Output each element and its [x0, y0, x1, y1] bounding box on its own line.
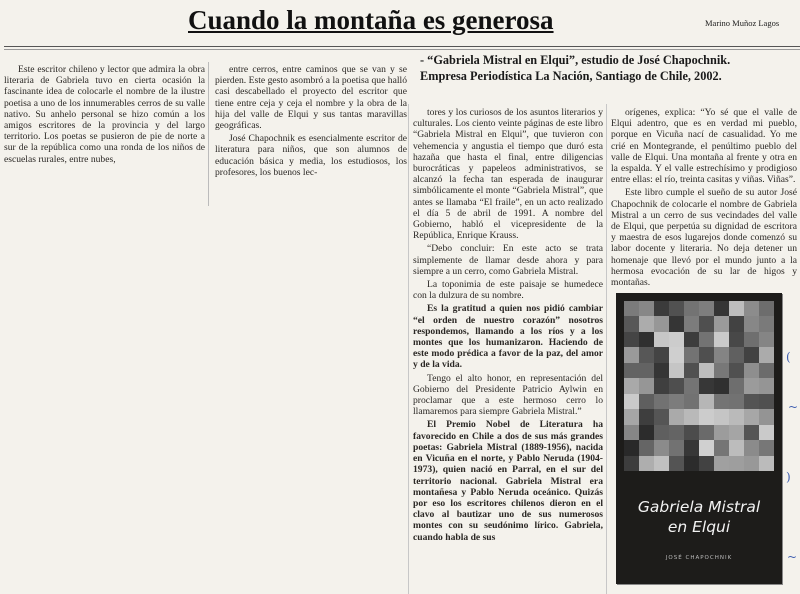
mosaic-tile: [699, 332, 714, 347]
mosaic-tile: [744, 425, 759, 440]
mosaic-tile: [699, 378, 714, 393]
mosaic-tile: [654, 363, 669, 378]
mosaic-tile: [639, 347, 654, 362]
mosaic-tile: [729, 363, 744, 378]
mosaic-tile: [714, 347, 729, 362]
mosaic-tile: [624, 347, 639, 362]
mosaic-tile: [669, 301, 684, 316]
book-cover-author: JOSÉ CHAPOCHNIK: [665, 555, 733, 561]
mosaic-tile: [699, 394, 714, 409]
paragraph: José Chapochnik es esencialmente escritor de literatura para niños, que son alumnos de educación básica y media, los estudiosos, los profesores, los buenos lec-: [215, 133, 407, 178]
mosaic-tile: [684, 394, 699, 409]
mosaic-tile: [714, 394, 729, 409]
mosaic-tile: [729, 301, 744, 316]
mosaic-tile: [684, 363, 699, 378]
mosaic-tile: [699, 363, 714, 378]
mosaic-tile: [669, 409, 684, 424]
mosaic-tile: [624, 456, 639, 471]
mosaic-tile: [654, 440, 669, 455]
cover-mosaic-pattern: [624, 301, 774, 471]
quote-paragraph: Es la gratitud a quien nos pidió cambiar “el orden de nuestro corazón” nosotros respondemos, llamando a los ríos y a los montes que los humanizaron. Haciendo de este modo prédica a favor de la paz, del amor y de la vida.: [413, 303, 603, 371]
mosaic-tile: [744, 347, 759, 362]
mosaic-tile: [654, 409, 669, 424]
mosaic-tile: [684, 440, 699, 455]
mosaic-tile: [759, 456, 774, 471]
mosaic-tile: [714, 456, 729, 471]
mosaic-tile: [684, 456, 699, 471]
mosaic-tile: [684, 332, 699, 347]
mosaic-tile: [759, 440, 774, 455]
article-column-4: [611, 107, 797, 292]
pen-mark: ): [786, 470, 791, 484]
mosaic-tile: [639, 301, 654, 316]
mosaic-tile: [639, 456, 654, 471]
mosaic-tile: [759, 316, 774, 331]
mosaic-tile: [624, 425, 639, 440]
mosaic-tile: [639, 332, 654, 347]
mosaic-tile: [639, 363, 654, 378]
mosaic-tile: [759, 301, 774, 316]
paragraph: tores y los curiosos de los asuntos literarios y culturales. Los ciento veinte páginas de este libro “Gabriela Mistral en Elqui”, que tuvieron con vehemencia y angustia el tiempo que duró esta hazaña que hasta el final, entre diligencias burocráticas y papeleos administrativos, se alcanzó la fecha tan esperada de inaugurar simbólicamente el monte “Gabriela Mistral”, que antes se llamaba “El fraile”, en un acto realizado el día 5 de abril de 1991. A nombre del Gobierno, habló el vicepresidente de la República, Enrique Krauss.: [413, 107, 603, 242]
article-column-3: [413, 107, 603, 594]
mosaic-tile: [744, 456, 759, 471]
mosaic-tile: [744, 332, 759, 347]
mosaic-tile: [684, 425, 699, 440]
headline: Cuando la montaña es generosa: [188, 5, 554, 35]
mosaic-tile: [714, 332, 729, 347]
mosaic-tile: [744, 363, 759, 378]
paragraph: Este escritor chileno y lector que admira la obra literaria de Gabriela tuvo en cierta ocasión la fascinante idea de colocarle el nombre de la ilustre poetisa a uno de los innumerables cerros de su valle nativo. Su anhelo personal se hizo común a los amigos escritores de la provincia y del largo territorio. Los poetas se pusieron de pie de norte a sur de la república como una ronda de los niños de escuelas rurales, entre nubes,: [4, 64, 205, 165]
mosaic-tile: [714, 440, 729, 455]
mosaic-tile: [729, 347, 744, 362]
paragraph: El Premio Nobel de Literatura ha favorecido en Chile a dos de sus más grandes poetas: Gabriela Mistral (1889-1956), nacida en Vicuña en el norte, y Pablo Neruda (1904-1973), quien nació en Parral, en el sur del territorio nacional. Gabriela Mistral era montañesa y Pablo Neruda oceánico. Quizás por eso los escritores chilenos dieron en el clavo al bautizar uno de sus numerosos montes con su seudónimo lírico. Gabriela, cuando habla de sus: [413, 419, 603, 543]
mosaic-tile: [759, 332, 774, 347]
mosaic-tile: [729, 409, 744, 424]
mosaic-tile: [654, 316, 669, 331]
mosaic-tile: [729, 316, 744, 331]
mosaic-tile: [669, 394, 684, 409]
paragraph: orígenes, explica: “Yo sé que el valle de Elqui adentro, que es en verdad mi pueblo, porque en Vicuña nací de casualidad. Yo me crié en Montegrande, el penúltimo pueblo del valle de Elqui. Una montaña al frente y otra en la espalda. Y el valle estrechísimo y prodigioso entre ellas: el río, treinta casitas y viñas. Viñas”.: [611, 107, 797, 186]
mosaic-tile: [624, 316, 639, 331]
handwritten-margin-marks: [784, 350, 800, 590]
mosaic-tile: [639, 394, 654, 409]
mosaic-tile: [744, 409, 759, 424]
mosaic-tile: [669, 425, 684, 440]
mosaic-tile: [744, 394, 759, 409]
mosaic-tile: [669, 440, 684, 455]
mosaic-tile: [639, 425, 654, 440]
mosaic-tile: [684, 347, 699, 362]
mosaic-tile: [714, 425, 729, 440]
mosaic-tile: [729, 394, 744, 409]
mosaic-tile: [684, 378, 699, 393]
book-reference-line: Empresa Periodística La Nación, Santiago de Chile, 2002.: [420, 69, 722, 83]
mosaic-tile: [669, 456, 684, 471]
mosaic-tile: [699, 440, 714, 455]
mosaic-tile: [624, 409, 639, 424]
mosaic-tile: [654, 378, 669, 393]
mosaic-tile: [744, 378, 759, 393]
mosaic-tile: [714, 301, 729, 316]
mosaic-tile: [624, 378, 639, 393]
column-divider: [408, 104, 409, 594]
mosaic-tile: [714, 409, 729, 424]
mosaic-tile: [729, 425, 744, 440]
book-reference: [420, 52, 800, 84]
byline: Marino Muñoz Lagos: [705, 18, 780, 28]
mosaic-tile: [729, 332, 744, 347]
mosaic-tile: [684, 301, 699, 316]
mosaic-tile: [759, 425, 774, 440]
mosaic-tile: [639, 378, 654, 393]
mosaic-tile: [654, 301, 669, 316]
mosaic-tile: [714, 378, 729, 393]
mosaic-tile: [624, 363, 639, 378]
mosaic-tile: [729, 456, 744, 471]
mosaic-tile: [639, 409, 654, 424]
header-rule-secondary: [4, 49, 800, 50]
paragraph: Este libro cumple el sueño de su autor José Chapochnik de colocarle el nombre de Gabriela Mistral a un cerro de sus vecindades del valle de Elqui, que perpetúa su dignidad de escritora y maestra de esos lugarejos donde comenzó su labor docente y literaria. No deja detener un homenaje que llevó por el mundo junto a la hermosa evocación de su lar de higos y montañas.: [611, 187, 797, 289]
column-divider: [208, 62, 209, 206]
mosaic-tile: [759, 378, 774, 393]
book-reference-line: - “Gabriela Mistral en Elqui”, estudio de José Chapochnik.: [420, 53, 731, 67]
mosaic-tile: [624, 440, 639, 455]
mosaic-tile: [654, 394, 669, 409]
book-cover-image: [616, 293, 782, 584]
paragraph: entre cerros, entre caminos que se van y se pierden. Este gesto asombró a la poetisa que halló casi descabellado el proyecto del escritor que tiene entre ceja y ceja el nombre y la obra de la hija del valle de Elqui y sus tantas maravillas geográficas.: [215, 64, 407, 132]
mosaic-tile: [699, 316, 714, 331]
mosaic-tile: [624, 394, 639, 409]
book-cover-title-line: en Elqui: [667, 518, 731, 536]
mosaic-tile: [669, 332, 684, 347]
pen-mark: ~: [787, 550, 798, 564]
mosaic-tile: [744, 440, 759, 455]
header-rule: [4, 46, 800, 47]
mosaic-tile: [699, 456, 714, 471]
quote-paragraph: La toponimia de este paisaje se humedece con la dulzura de su nombre.: [413, 279, 603, 302]
article-column-1: [4, 64, 205, 204]
mosaic-tile: [669, 347, 684, 362]
mosaic-tile: [669, 363, 684, 378]
mosaic-tile: [714, 316, 729, 331]
article-column-2: [215, 64, 407, 204]
quote-paragraph: “Debo concluir: En este acto se trata simplemente de llamar desde ahora y para siempre a un cerro, como Gabriela Mistral.: [413, 243, 603, 277]
mosaic-tile: [699, 425, 714, 440]
mosaic-tile: [759, 347, 774, 362]
mosaic-tile: [714, 363, 729, 378]
mosaic-tile: [729, 440, 744, 455]
mosaic-tile: [639, 440, 654, 455]
mosaic-tile: [624, 301, 639, 316]
mosaic-tile: [654, 332, 669, 347]
mosaic-tile: [684, 409, 699, 424]
mosaic-tile: [744, 316, 759, 331]
mosaic-tile: [759, 363, 774, 378]
mosaic-tile: [699, 301, 714, 316]
mosaic-tile: [654, 456, 669, 471]
pen-mark: (: [786, 350, 791, 364]
column-divider: [606, 104, 607, 594]
mosaic-tile: [759, 409, 774, 424]
mosaic-tile: [654, 347, 669, 362]
mosaic-tile: [669, 378, 684, 393]
book-cover-title: [616, 497, 782, 537]
quote-paragraph: Tengo el alto honor, en representación del Gobierno del Presidente Patricio Aylwin en proclamar que a este hermoso cerro lo llamaremos para siempre Gabriela Mistral.”: [413, 372, 603, 418]
mosaic-tile: [669, 316, 684, 331]
mosaic-tile: [699, 409, 714, 424]
mosaic-tile: [624, 332, 639, 347]
mosaic-tile: [684, 316, 699, 331]
mosaic-tile: [759, 394, 774, 409]
mosaic-tile: [729, 378, 744, 393]
mosaic-tile: [699, 347, 714, 362]
mosaic-tile: [744, 301, 759, 316]
pen-mark: ~: [788, 400, 799, 414]
book-cover-title-line: Gabriela Mistral: [637, 498, 761, 516]
mosaic-tile: [639, 316, 654, 331]
mosaic-tile: [654, 425, 669, 440]
